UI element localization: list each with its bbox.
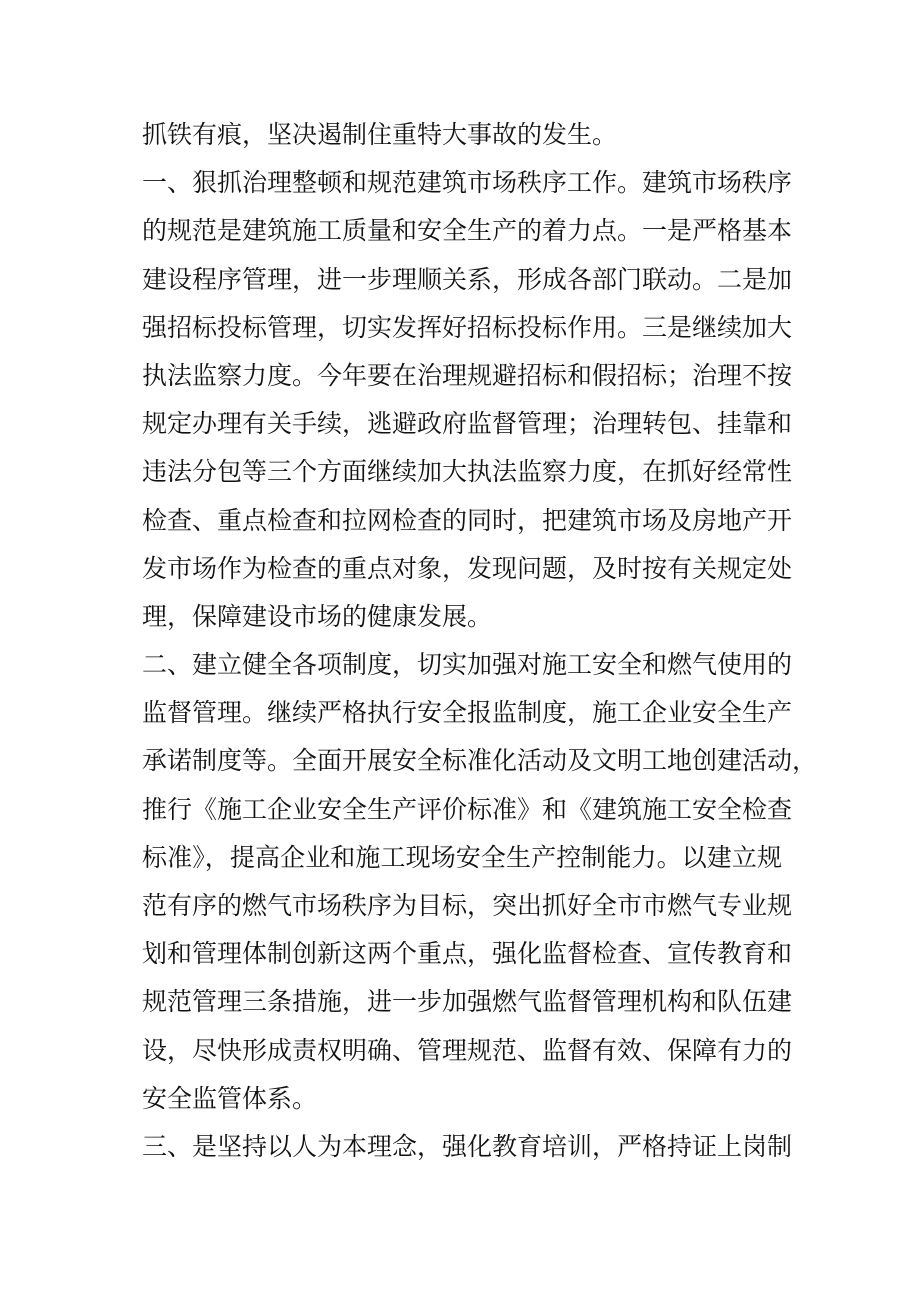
text-line: 理，保障建设市场的健康发展。 xyxy=(142,601,493,631)
text-line: 抓铁有痕，坚决遏制住重特大事故的发生。 xyxy=(142,120,618,149)
paragraph-section-1 xyxy=(142,159,793,641)
text-line: 一、狠抓治理整顿和规范建筑市场秩序工作。建筑市场秩序 xyxy=(142,168,793,198)
text-line: 强招标投标管理，切实发挥好招标投标作用。三是继续加大 xyxy=(142,312,793,342)
text-line: 推行《施工企业安全生产评价标准》和《建筑施工安全检查 xyxy=(142,794,793,824)
text-line: 二、建立健全各项制度，切实加强对施工安全和燃气使用的 xyxy=(142,650,793,680)
text-line: 划和管理体制创新这两个重点，强化监督检查、宣传教育和 xyxy=(142,939,793,969)
text-line: 范有序的燃气市场秩序为目标，突出抓好全市市燃气专业规 xyxy=(142,891,793,920)
text-line: 监督管理。继续严格执行安全报监制度，施工企业安全生产 xyxy=(142,698,793,728)
paragraph-section-2 xyxy=(142,641,818,1123)
paragraph-section-3 xyxy=(142,1123,793,1171)
text-line: 承诺制度等。全面开展安全标准化活动及文明工地创建活动， xyxy=(142,746,818,776)
text-line: 发市场作为检查的重点对象，发现问题，及时按有关规定处 xyxy=(142,553,793,583)
document-body xyxy=(142,111,818,1171)
text-line: 执法监察力度。今年要在治理规避招标和假招标；治理不按 xyxy=(142,360,793,390)
text-line: 的规范是建筑施工质量和安全生产的着力点。一是严格基本 xyxy=(142,216,793,246)
text-line: 违法分包等三个方面继续加大执法监察力度，在抓好经常性 xyxy=(142,457,793,487)
paragraph-continuation xyxy=(142,111,782,159)
text-line: 标准》，提高企业和施工现场安全生产控制能力。以建立规 xyxy=(142,842,782,872)
text-line: 规范管理三条措施，进一步加强燃气监督管理机构和队伍建 xyxy=(142,987,793,1017)
text-line: 检查、重点检查和拉网检查的同时，把建筑市场及房地产开 xyxy=(142,505,793,535)
text-line: 设，尽快形成责权明确、管理规范、监督有效、保障有力的 xyxy=(142,1035,793,1065)
text-line: 安全监管体系。 xyxy=(142,1083,318,1113)
text-line: 建设程序管理，进一步理顺关系，形成各部门联动。二是加 xyxy=(142,264,793,294)
text-line: 三、是坚持以人为本理念，强化教育培训，严格持证上岗制 xyxy=(142,1131,793,1161)
text-line: 规定办理有关手续，逃避政府监督管理；治理转包、挂靠和 xyxy=(142,409,793,439)
